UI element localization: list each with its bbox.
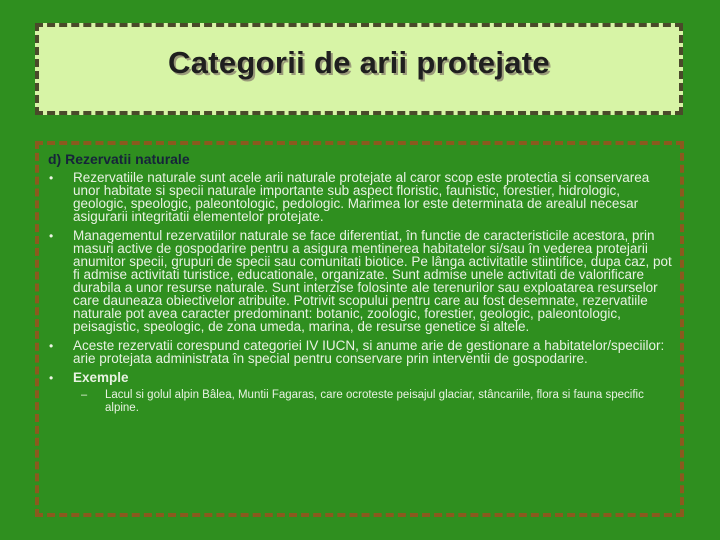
bullet-text: Exemple <box>73 370 129 385</box>
sub-bullet-text: Lacul si golul alpin Bâlea, Muntii Fagaras, care ocroteste peisajul glaciar, stâncariile, flora si fauna specific alpine. <box>105 389 644 414</box>
slide-title: Categorii de arii protejate <box>168 45 550 80</box>
bullet-text: Aceste rezervatii corespund categoriei IV IUCN, si anume arie de gestionare a habitatelor/speciilor: arie protejata administrata în special pentru conservare prin interventii de gospodarire. <box>73 338 665 366</box>
bullet-list <box>39 171 680 415</box>
content-box <box>35 141 684 517</box>
bullet-item <box>39 171 680 223</box>
bullet-marker: • <box>49 171 54 185</box>
bullet-marker: • <box>49 229 54 243</box>
bullet-item <box>39 371 680 384</box>
sub-bullet-item <box>39 389 680 415</box>
section-heading: d) Rezervatii naturale <box>48 151 190 167</box>
bullet-text: Managementul rezervatiilor naturale se face diferentiat, în functie de caracteristicile acestora, prin masuri active de gospodarire pentru a asigura mentinerea habitatelor si/sau în vederea protejarii anumitor specii, grupuri de specii sau comunitati biotice. Pe lânga activitatile stiintifice, dupa caz, pot fi admise activitati turistice, educationale, organizate. Sunt admise unele activitati de valorificare durabila a unor resurse naturale. Sunt interzise folosinte ale terenurilor sau exploatarea resurselor care dauneaza obiectivelor atribuite. Potrivit scopului pentru care au fost desemnate, rezervatiile naturale pot avea caracter predominant: botanic, zoologic, forestier, geologic, paleontologic, peisagistic, speologic, de zona umeda, marina, de resurse genetice si altele. <box>73 228 672 334</box>
sub-bullet-marker: – <box>81 389 88 401</box>
bullet-item <box>39 339 680 365</box>
bullet-text: Rezervatiile naturale sunt acele arii naturale protejate al caror scop este protectia si conservarea unor habitate si specii naturale importante sub aspect floristic, faunistic, forestier, hidrologic, geologic, speologic, paleontologic, pedologic. Marimea lor este determinata de arealul necesar asigurarii integritatii elementelor protejate. <box>73 170 650 224</box>
title-box <box>35 23 683 115</box>
bullet-item <box>39 229 680 333</box>
bullet-marker: • <box>49 371 54 385</box>
bullet-marker: • <box>49 339 54 353</box>
